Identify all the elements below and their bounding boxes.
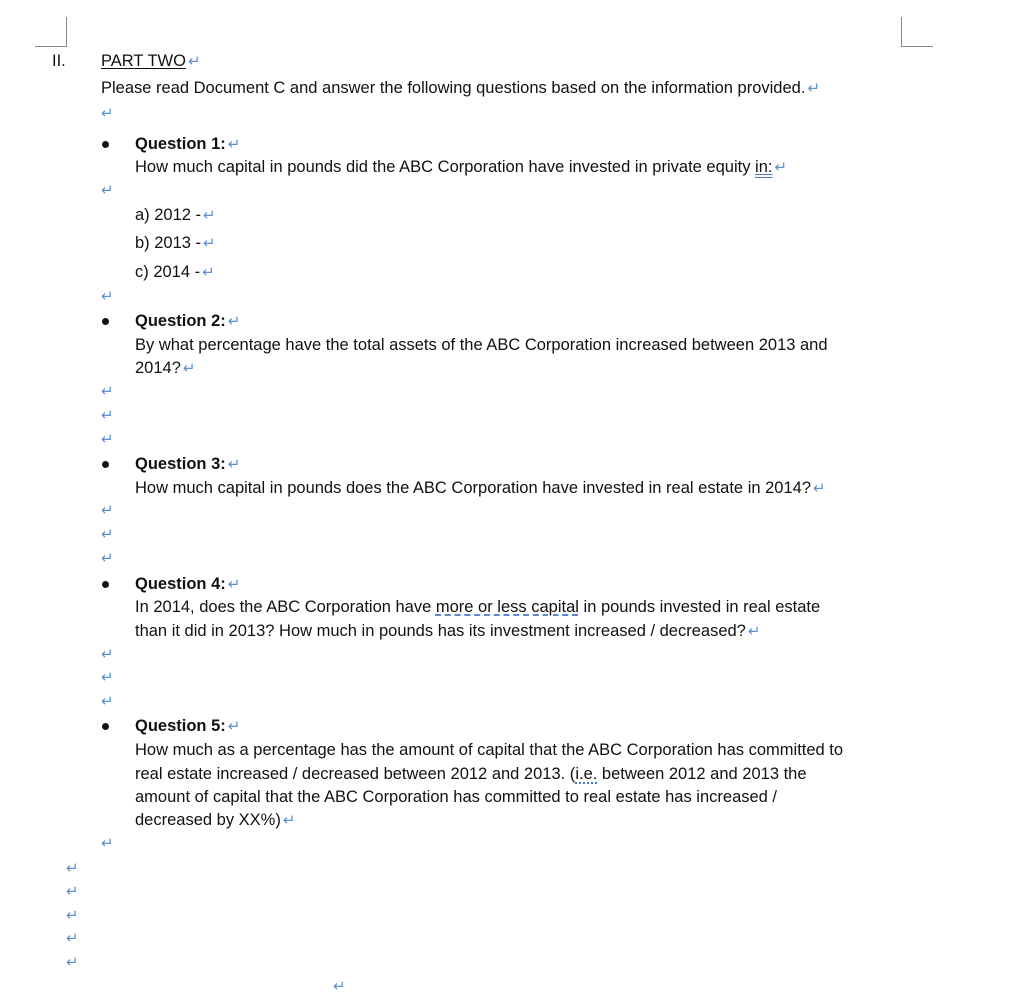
paragraph-mark-icon: ↵ — [66, 954, 79, 971]
line-text: real estate increased / decreased between 2012 and 2013. ( — [135, 765, 576, 783]
question-4-line-2 — [135, 621, 760, 642]
paragraph-mark-icon: ↵ — [101, 431, 114, 448]
question-3-bullet — [102, 461, 109, 468]
item-text: c) 2014 - — [135, 263, 201, 281]
spelling-flag[interactable]: i.e. — [575, 765, 598, 783]
question-label-text: Question 1: — [135, 135, 226, 153]
paragraph-mark-icon: ↵ — [101, 407, 114, 424]
question-5-line-4 — [135, 810, 295, 831]
question-4-line-1 — [135, 597, 820, 617]
question-label-text: Question 5: — [135, 717, 226, 735]
instructions — [101, 78, 820, 99]
line-text: decreased by XX%) — [135, 811, 281, 829]
paragraph-mark-icon: ↵ — [227, 718, 241, 735]
question-1-text — [135, 157, 787, 178]
line-text: between 2012 and 2013 the — [597, 765, 807, 783]
question-1-bullet — [102, 141, 109, 148]
question-label-text: Question 4: — [135, 575, 226, 593]
question-2-label — [135, 311, 240, 332]
paragraph-mark-icon: ↵ — [774, 159, 788, 176]
paragraph-mark-icon: ↵ — [101, 526, 114, 543]
line-text: in pounds invested in real estate — [578, 598, 821, 616]
section-title-text: PART TWO — [101, 52, 186, 70]
line-text: 2014? — [135, 359, 181, 377]
paragraph-mark-icon: ↵ — [66, 907, 79, 924]
paragraph-mark-icon: ↵ — [203, 207, 216, 224]
paragraph-mark-icon: ↵ — [101, 646, 114, 663]
section-numeral: II. — [52, 52, 66, 70]
paragraph-mark-icon: ↵ — [101, 835, 114, 852]
paragraph-mark-icon: ↵ — [101, 182, 114, 199]
paragraph-mark-icon: ↵ — [227, 313, 241, 330]
paragraph-mark-icon: ↵ — [66, 883, 79, 900]
paragraph-mark-icon: ↵ — [227, 136, 241, 153]
paragraph-mark-icon: ↵ — [66, 930, 79, 947]
paragraph-mark-icon: ↵ — [227, 576, 241, 593]
paragraph-mark-icon: ↵ — [101, 669, 114, 686]
question-1-text-b: in: — [755, 158, 773, 176]
question-label-text: Question 3: — [135, 455, 226, 473]
paragraph-mark-icon: ↵ — [807, 80, 821, 97]
question-2-bullet — [102, 318, 109, 325]
question-2-line-2 — [135, 358, 195, 379]
question-1-label — [135, 134, 240, 155]
paragraph-mark-icon: ↵ — [187, 53, 201, 70]
crop-mark-right-vertical — [901, 17, 902, 47]
question-1-text-a: How much capital in pounds did the ABC Corporation have invested in private equity — [135, 158, 756, 176]
question-3-line-1 — [135, 478, 826, 499]
item-text: b) 2013 - — [135, 234, 202, 252]
line-text: In 2014, does the ABC Corporation have — [135, 598, 436, 616]
paragraph-mark-icon: ↵ — [66, 860, 79, 877]
question-1-item-c — [135, 262, 215, 283]
question-5-line-3: amount of capital that the ABC Corporation has committed to real estate has increased / — [135, 788, 778, 806]
paragraph-mark-icon: ↵ — [333, 978, 346, 995]
paragraph-mark-icon: ↵ — [101, 105, 114, 122]
paragraph-mark-icon: ↵ — [182, 360, 196, 377]
paragraph-mark-icon: ↵ — [813, 480, 826, 497]
question-label-text: Question 2: — [135, 312, 226, 330]
question-5-line-2 — [135, 764, 807, 784]
section-title — [101, 51, 201, 72]
instructions-text: Please read Document C and answer the following questions based on the information provided. — [101, 79, 806, 97]
question-1-item-b — [135, 233, 216, 254]
paragraph-mark-icon: ↵ — [203, 235, 216, 252]
question-3-label — [135, 454, 240, 475]
paragraph-mark-icon: ↵ — [101, 288, 114, 305]
crop-mark-right-horizontal — [901, 46, 933, 47]
question-5-label — [135, 716, 240, 737]
item-text: a) 2012 - — [135, 206, 202, 224]
paragraph-mark-icon: ↵ — [202, 264, 215, 281]
paragraph-mark-icon: ↵ — [101, 550, 114, 567]
paragraph-mark-icon: ↵ — [101, 502, 114, 519]
question-5-line-1: How much as a percentage has the amount of capital that the ABC Corporation has committed to — [135, 741, 844, 759]
crop-mark-left-vertical — [66, 17, 67, 47]
question-1-item-a — [135, 205, 216, 226]
crop-mark-left-horizontal — [35, 46, 67, 47]
paragraph-mark-icon: ↵ — [227, 456, 241, 473]
paragraph-mark-icon: ↵ — [747, 623, 761, 640]
question-4-bullet — [102, 581, 109, 588]
question-2-line-1: By what percentage have the total assets of the ABC Corporation increased between 2013 and — [135, 336, 828, 354]
grammar-flag[interactable]: more or less capital — [435, 598, 579, 616]
paragraph-mark-icon: ↵ — [101, 383, 114, 400]
question-4-label — [135, 574, 240, 595]
paragraph-mark-icon: ↵ — [101, 693, 114, 710]
question-5-bullet — [102, 723, 109, 730]
line-text: How much capital in pounds does the ABC Corporation have invested in real estate in 2014? — [135, 479, 812, 497]
line-text: than it did in 2013? How much in pounds has its investment increased / decreased? — [135, 622, 746, 640]
paragraph-mark-icon: ↵ — [282, 812, 296, 829]
